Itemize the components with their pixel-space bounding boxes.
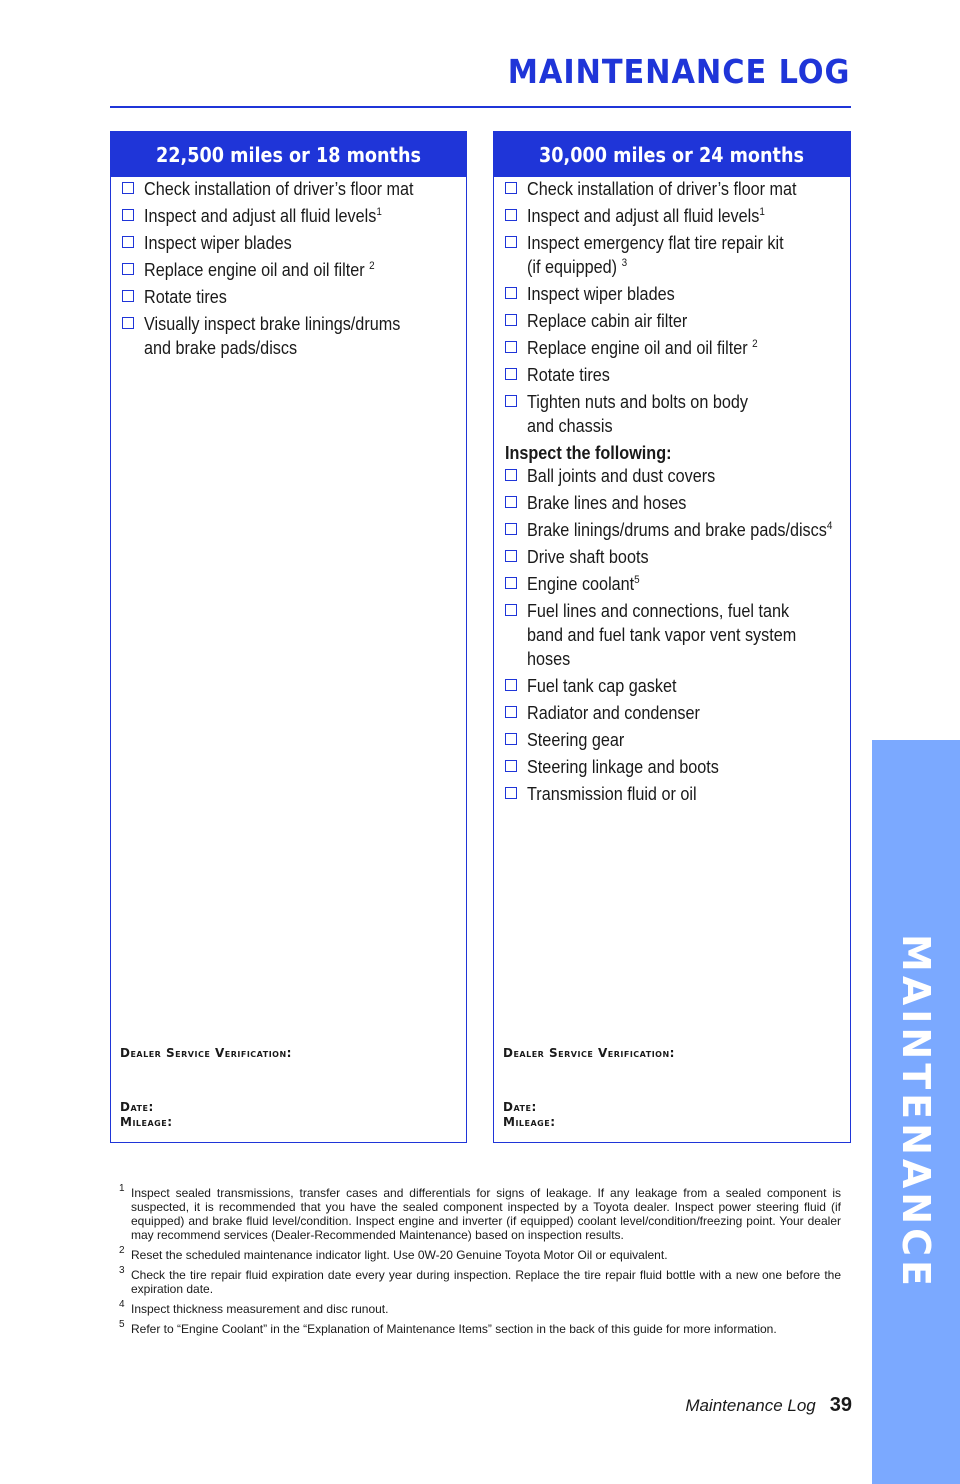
footnote-ref: 2 [369,260,375,272]
item-text: Inspect wiper blades [144,233,292,253]
footnote-ref: 2 [752,338,758,350]
footnote-ref: 5 [634,574,640,586]
page-number: 39 [829,1394,852,1416]
dealer-verification-label: Dealer Service Verification: [120,1046,292,1060]
dealer-verification [503,1046,675,1130]
footnote [119,1183,841,1242]
interval-card-22500 [110,131,467,1143]
footnote-text: Inspect sealed transmissions, transfer cases and differentials for signs of leakage. If any leakage from a sealed component is suspected, it is recommended that you have the sealed component inspected by a Toyota dealer. Inspect power steering fluid (if equipped) and brake fluid level/condition. Inspect engine and inverter (if equipped) coolant level/condition/freezing point. Your dealer may recommend services (Dealer-Recommended Maintenance) based on inspection results. [131,1186,841,1242]
checkbox[interactable] [505,182,517,194]
checklist-item [494,545,850,569]
card-heading: 22,500 miles or 18 months [156,142,421,167]
checklist-item [494,363,850,387]
item-text: Fuel lines and connections, fuel tank band and fuel tank vapor vent system hoses [527,601,797,669]
item-text: Rotate tires [144,287,227,307]
checkbox[interactable] [122,290,134,302]
item-text: Radiator and condenser [527,703,700,723]
checklist-item [494,755,850,779]
checklist-item [494,390,850,438]
footnote [119,1245,841,1262]
page-footer [685,1394,852,1417]
checkbox[interactable] [505,787,517,799]
checkbox[interactable] [505,604,517,616]
checklist-item [494,782,850,806]
footnote-text: Refer to “Engine Coolant” in the “Explanation of Maintenance Items” section in the back of this guide for more information. [131,1322,777,1336]
checklist-item [494,204,850,228]
item-text: Inspect emergency flat tire repair kit (if equipped) [527,233,784,277]
item-text: Inspect and adjust all fluid levels [527,206,760,226]
item-text: Engine coolant [527,574,635,594]
item-text: Visually inspect brake linings/drums and brake pads/discs [144,314,401,358]
inspect-subheading: Inspect the following: [505,443,672,463]
checklist-item [111,312,466,360]
footnotes [119,1183,841,1342]
footnote-ref: 4 [826,520,833,532]
footnote-ref: 1 [376,206,382,218]
item-text: Transmission fluid or oil [527,784,697,804]
item-text: Inspect and adjust all fluid levels [144,206,377,226]
checkbox[interactable] [122,236,134,248]
checkbox[interactable] [505,314,517,326]
checkbox[interactable] [505,341,517,353]
footnote-number: 4 [119,1299,125,1310]
checklist-item [494,231,850,279]
checkbox[interactable] [505,469,517,481]
checkbox[interactable] [505,577,517,589]
footnote-text: Inspect thickness measurement and disc runout. [131,1302,389,1316]
mileage-label: Mileage: [503,1115,556,1129]
footnote-number: 5 [119,1319,125,1330]
checkbox[interactable] [505,287,517,299]
checklist-item [494,336,850,360]
footnote-text: Check the tire repair fluid expiration date every year during inspection. Replace the tire repair fluid bottle with a new one before the expiration date. [131,1268,841,1296]
dealer-verification [120,1046,292,1130]
checklist-item [111,204,466,228]
footnote-ref: 3 [621,257,628,269]
card-header [494,132,850,177]
item-text: Replace engine oil and oil filter [144,260,370,280]
footnote-number: 1 [119,1183,125,1194]
item-text: Replace cabin air filter [527,311,688,331]
checkbox[interactable] [505,706,517,718]
checklist-item [494,701,850,725]
checklist-item [494,599,850,671]
date-label: Date: [120,1100,154,1114]
checklist-item [494,177,850,201]
title-rule [110,106,851,108]
checklist [111,177,466,360]
inspect-checklist [494,464,850,806]
checklist-item [494,518,850,542]
date-label: Date: [503,1100,537,1114]
checkbox[interactable] [505,236,517,248]
checklist-item [111,177,466,201]
item-text: Brake lines and hoses [527,493,687,513]
checklist-item [111,258,466,282]
footer-section-label: Maintenance Log [685,1396,816,1415]
card-header [111,132,466,177]
footnote [119,1319,841,1336]
interval-card-30000 [493,131,851,1143]
section-tab-label: MAINTENANCE [894,934,938,1290]
dealer-verification-label: Dealer Service Verification: [503,1046,675,1060]
footnote-number: 3 [119,1265,125,1276]
card-heading: 30,000 miles or 24 months [539,142,805,167]
checkbox[interactable] [505,496,517,508]
footnote-ref: 1 [759,206,765,218]
checklist-item [494,282,850,306]
checklist-item [111,285,466,309]
item-text: Fuel tank cap gasket [527,676,677,696]
footnote-text: Reset the scheduled maintenance indicator light. Use 0W-20 Genuine Toyota Motor Oil or equivalent. [131,1248,668,1262]
checkbox[interactable] [505,368,517,380]
checklist-item [494,309,850,333]
checkbox[interactable] [505,395,517,407]
checklist-item [494,674,850,698]
item-text: Check installation of driver’s floor mat [527,179,797,199]
checkbox[interactable] [122,263,134,275]
checkbox[interactable] [122,317,134,329]
checkbox[interactable] [122,209,134,221]
checkbox[interactable] [505,733,517,745]
checkbox[interactable] [505,523,517,535]
footnote [119,1299,841,1316]
footnote [119,1265,841,1296]
checklist-item [494,464,850,488]
checklist-item [111,231,466,255]
mileage-label: Mileage: [120,1115,173,1129]
checklist-item [494,491,850,515]
item-text: Drive shaft boots [527,547,649,567]
checkbox[interactable] [505,209,517,221]
page-title: MAINTENANCE LOG [507,52,850,91]
item-text: Tighten nuts and bolts on body and chassis [527,392,748,436]
checkbox[interactable] [122,182,134,194]
item-text: Steering gear [527,730,625,750]
checkbox[interactable] [505,760,517,772]
checklist-item [494,728,850,752]
item-text: Ball joints and dust covers [527,466,716,486]
item-text: Check installation of driver’s floor mat [144,179,414,199]
item-text: Inspect wiper blades [527,284,675,304]
item-text: Rotate tires [527,365,610,385]
item-text: Brake linings/drums and brake pads/discs [527,520,827,540]
item-text: Replace engine oil and oil filter [527,338,753,358]
checkbox[interactable] [505,550,517,562]
footnote-number: 2 [119,1245,125,1256]
item-text: Steering linkage and boots [527,757,719,777]
checklist-item [494,572,850,596]
checklist [494,177,850,438]
checkbox[interactable] [505,679,517,691]
